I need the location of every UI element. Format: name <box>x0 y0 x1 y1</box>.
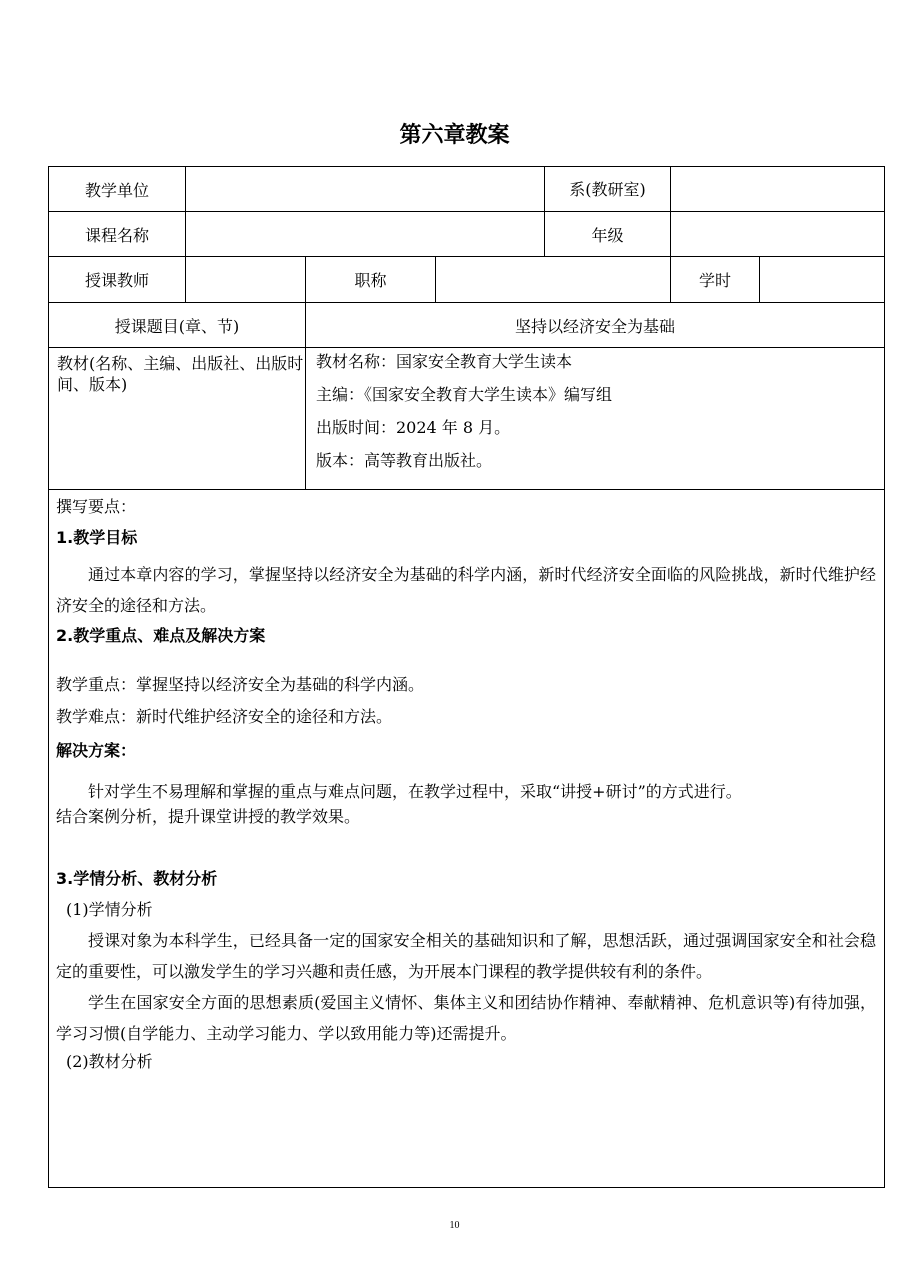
goal-text: 通过本章内容的学习，掌握坚持以经济安全为基础的科学内涵，新时代经济安全面临的风险挑战，新时代维护经济安全的途径和方法。 <box>56 565 877 615</box>
teacher-label: 授课教师 <box>49 257 186 303</box>
textbook-editor: 主编：《国家安全教育大学生读本》编写组 <box>316 385 613 404</box>
writing-points-label: 撰写要点： <box>56 497 137 516</box>
student-analysis-paragraph-1: 授课对象为本科学生，已经具备一定的国家安全相关的基础知识和了解，思想活跃，通过强调国家安全和社会稳定的重要性，可以激发学生的学习兴趣和责任感，为开展本门课程的教学提供较有利的条件。 <box>56 931 877 981</box>
key-point: 教学重点：掌握坚持以经济安全为基础的科学内涵。 <box>56 675 425 694</box>
teacher-field[interactable] <box>186 257 306 303</box>
goal-heading: 1.教学目标 <box>56 528 138 547</box>
solution-text: 针对学生不易理解和掌握的重点与难点问题，在教学过程中，采取“讲授+研讨”的方式进行。 <box>88 782 742 801</box>
solution-text-2: 结合案例分析，提升课堂讲授的教学效果。 <box>56 807 361 826</box>
unit-label: 教学单位 <box>49 167 186 212</box>
lesson-plan-table <box>48 166 885 1188</box>
textbook-edition: 版本：高等教育出版社。 <box>316 451 493 470</box>
hours-label: 学时 <box>671 257 760 303</box>
topic-value: 坚持以经济安全为基础 <box>306 303 885 348</box>
professional-title-field[interactable] <box>436 257 671 303</box>
grade-label: 年级 <box>545 212 671 257</box>
solution-heading: 解决方案： <box>56 741 137 760</box>
unit-field[interactable] <box>186 167 545 212</box>
student-analysis-paragraph-2: 学生在国家安全方面的思想素质(爱国主义情怀、集体主义和团结协作精神、奉献精神、危机意识等)有待加强，学习习惯(自学能力、主动学习能力、学以致用能力等)还需提升。 <box>56 993 877 1043</box>
textbook-info <box>306 348 885 490</box>
student-analysis-label: (1)学情分析 <box>66 900 153 919</box>
textbook-name: 教材名称：国家安全教育大学生读本 <box>316 352 573 371</box>
professional-title-label: 职称 <box>306 257 436 303</box>
topic-label: 授课题目(章、节) <box>49 303 306 348</box>
textbook-date: 出版时间：2024 年 8 月。 <box>316 418 511 437</box>
textbook-analysis-label: (2)教材分析 <box>66 1052 153 1071</box>
page-title: 第六章教案 <box>399 123 510 148</box>
content-cell <box>49 490 885 1188</box>
dept-field[interactable] <box>671 167 885 212</box>
key-heading: 2.教学重点、难点及解决方案 <box>56 626 266 645</box>
course-field[interactable] <box>186 212 545 257</box>
course-label: 课程名称 <box>49 212 186 257</box>
dept-label: 系(教研室) <box>545 167 671 212</box>
textbook-label: 教材(名称、主编、出版社、出版时间、版本) <box>49 348 306 490</box>
page-number: 10 <box>449 1220 460 1231</box>
hours-field[interactable] <box>760 257 885 303</box>
difficult-point: 教学难点：新时代维护经济安全的途径和方法。 <box>56 707 393 726</box>
grade-field[interactable] <box>671 212 885 257</box>
analysis-heading: 3.学情分析、教材分析 <box>56 869 218 888</box>
